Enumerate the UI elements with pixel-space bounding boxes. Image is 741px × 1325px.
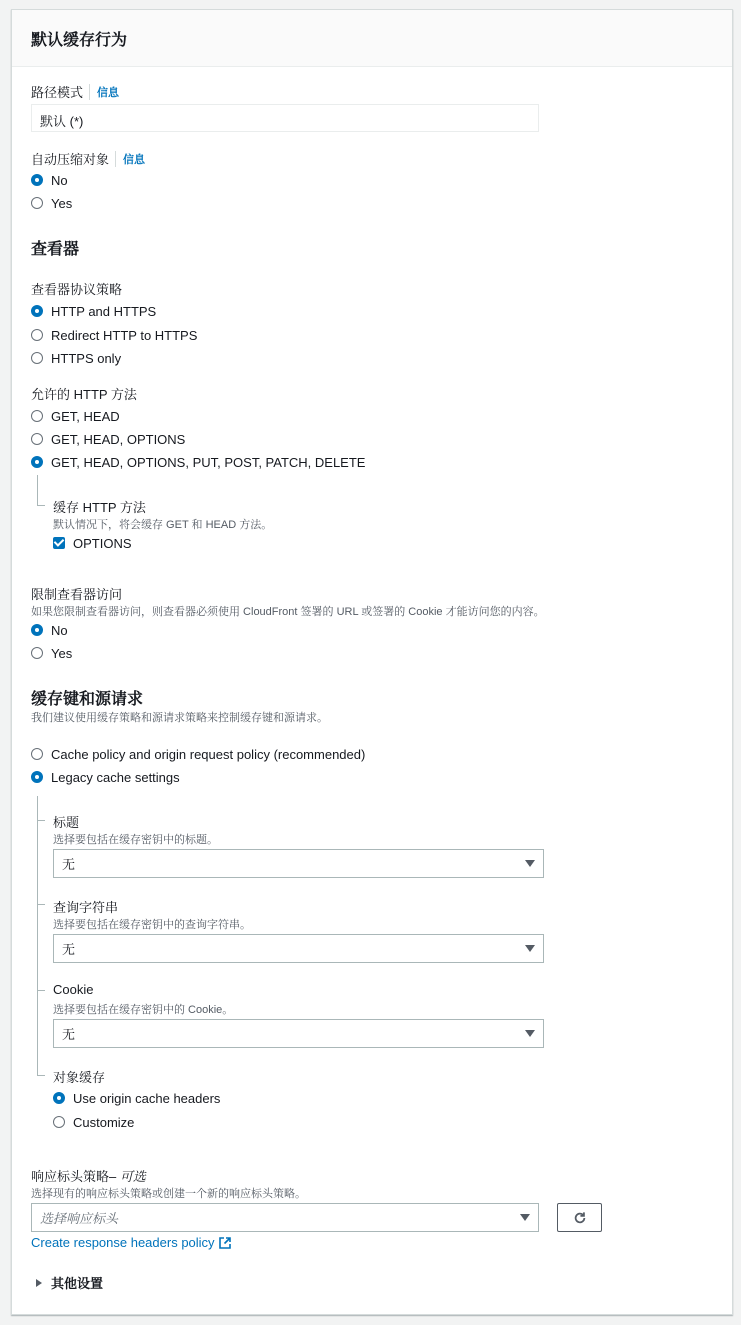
radio-label: HTTPS only <box>51 350 122 366</box>
response-headers-select[interactable] <box>31 1203 539 1232</box>
tree-line <box>37 820 45 821</box>
restrict-access-label: 限制查看器访问 <box>31 587 123 602</box>
radio-selected-icon[interactable] <box>31 624 43 636</box>
response-headers-label: 响应标头策略 <box>31 1169 110 1184</box>
compress-label: 自动压缩对象 <box>31 152 110 167</box>
protocol-option-http-https[interactable] <box>31 301 156 321</box>
http-methods-label: 允许的 HTTP 方法 <box>31 387 137 402</box>
cookie-select[interactable] <box>53 1019 544 1048</box>
radio-label: No <box>51 622 68 638</box>
caret-down-icon <box>525 860 535 867</box>
radio-icon[interactable] <box>31 748 43 760</box>
radio-icon[interactable] <box>31 197 43 209</box>
compress-label-row <box>31 149 145 168</box>
path-pattern-label: 路径模式 <box>31 85 84 100</box>
object-cache-option-origin[interactable] <box>53 1088 220 1108</box>
other-settings-expander[interactable] <box>36 1273 103 1292</box>
radio-selected-icon[interactable] <box>31 771 43 783</box>
methods-option-get-head[interactable] <box>31 406 120 426</box>
optional-label: – 可选 <box>109 1169 146 1184</box>
restrict-access-description: 如果您限制查看器访问，则查看器必须使用 CloudFront 签署的 URL 或签署的 Cookie 才能访问您的内容。 <box>31 606 545 618</box>
cache-methods-label: 缓存 HTTP 方法 <box>53 500 146 515</box>
object-cache-option-customize[interactable] <box>53 1112 134 1132</box>
protocol-option-redirect[interactable] <box>31 325 197 345</box>
radio-icon[interactable] <box>31 352 43 364</box>
refresh-button[interactable] <box>557 1203 602 1232</box>
radio-selected-icon[interactable] <box>31 456 43 468</box>
radio-label: Use origin cache headers <box>73 1090 221 1106</box>
cache-key-description: 我们建议使用缓存策略和源请求策略来控制缓存键和源请求。 <box>31 712 328 724</box>
radio-label: Legacy cache settings <box>51 769 180 785</box>
radio-selected-icon[interactable] <box>31 305 43 317</box>
tree-line <box>37 904 45 905</box>
tree-line <box>37 796 38 1076</box>
radio-label: No <box>51 172 68 188</box>
select-value: 无 <box>62 942 76 957</box>
radio-label: Cache policy and origin request policy (recommended) <box>51 746 366 762</box>
checkbox-label: OPTIONS <box>73 535 132 551</box>
cookie-description: 选择要包括在缓存密钥中的 Cookie。 <box>53 1004 234 1016</box>
cache-options-checkbox-row[interactable] <box>53 533 132 553</box>
expander-label: 其他设置 <box>51 1276 104 1291</box>
cookie-label: Cookie <box>53 982 94 997</box>
response-headers-description: 选择现有的响应标头策略或创建一个新的响应标头策略。 <box>31 1188 306 1200</box>
radio-icon[interactable] <box>31 647 43 659</box>
tree-line <box>37 505 45 506</box>
methods-option-get-head-options[interactable] <box>31 429 185 449</box>
tree-line <box>37 475 38 505</box>
radio-label: Redirect HTTP to HTTPS <box>51 327 198 343</box>
radio-label: GET, HEAD, OPTIONS <box>51 431 186 447</box>
viewer-section-title: 查看器 <box>31 241 80 258</box>
radio-label: Yes <box>51 195 73 211</box>
headers-description: 选择要包括在缓存密钥中的标题。 <box>53 834 218 846</box>
radio-label: Customize <box>73 1114 135 1130</box>
methods-option-all[interactable] <box>31 452 365 472</box>
cache-methods-description: 默认情况下，将会缓存 GET 和 HEAD 方法。 <box>53 519 273 531</box>
tree-line <box>37 1075 45 1076</box>
select-value: 无 <box>62 857 76 872</box>
default-cache-behavior-panel <box>11 9 733 1315</box>
caret-down-icon <box>525 945 535 952</box>
path-pattern-field[interactable]: 默认 (*) <box>31 104 539 132</box>
query-string-label: 查询字符串 <box>53 900 119 915</box>
caret-down-icon <box>520 1214 530 1221</box>
radio-icon[interactable] <box>31 433 43 445</box>
viewer-protocol-label: 查看器协议策略 <box>31 282 123 297</box>
create-response-headers-policy-link[interactable] <box>31 1235 231 1250</box>
panel-header <box>12 10 732 67</box>
response-headers-label-row <box>31 1166 146 1185</box>
radio-label: HTTP and HTTPS <box>51 303 157 319</box>
object-cache-label: 对象缓存 <box>53 1070 106 1085</box>
select-value: 无 <box>62 1027 76 1042</box>
tree-line <box>37 990 45 991</box>
cache-key-section-title: 缓存键和源请求 <box>31 691 144 708</box>
external-link-icon <box>219 1237 231 1249</box>
headers-select[interactable] <box>53 849 544 878</box>
caret-right-icon <box>36 1279 42 1287</box>
compress-option-yes[interactable] <box>31 193 72 213</box>
compress-option-no[interactable] <box>31 170 68 190</box>
compress-info-link[interactable]: 信息 <box>115 151 145 167</box>
refresh-icon <box>573 1211 587 1225</box>
radio-selected-icon[interactable] <box>31 174 43 186</box>
query-string-description: 选择要包括在缓存密钥中的查询字符串。 <box>53 919 251 931</box>
radio-selected-icon[interactable] <box>53 1092 65 1104</box>
radio-label: GET, HEAD <box>51 408 120 424</box>
radio-icon[interactable] <box>53 1116 65 1128</box>
headers-label: 标题 <box>53 815 80 830</box>
radio-label: Yes <box>51 645 73 661</box>
query-string-select[interactable] <box>53 934 544 963</box>
caret-down-icon <box>525 1030 535 1037</box>
select-placeholder: 选择响应标头 <box>40 1211 119 1226</box>
protocol-option-https-only[interactable] <box>31 348 121 368</box>
cache-key-option-legacy[interactable] <box>31 767 180 787</box>
restrict-option-yes[interactable] <box>31 643 72 663</box>
radio-icon[interactable] <box>31 410 43 422</box>
path-pattern-info-link[interactable]: 信息 <box>89 84 119 100</box>
restrict-option-no[interactable] <box>31 620 68 640</box>
cache-key-option-policy[interactable] <box>31 744 365 764</box>
radio-icon[interactable] <box>31 329 43 341</box>
path-pattern-label-row <box>31 82 119 101</box>
link-text: Create response headers policy <box>31 1235 215 1250</box>
checkbox-checked-icon[interactable] <box>53 537 65 549</box>
radio-label: GET, HEAD, OPTIONS, PUT, POST, PATCH, DELETE <box>51 454 366 470</box>
panel-title: 默认缓存行为 <box>31 32 128 49</box>
